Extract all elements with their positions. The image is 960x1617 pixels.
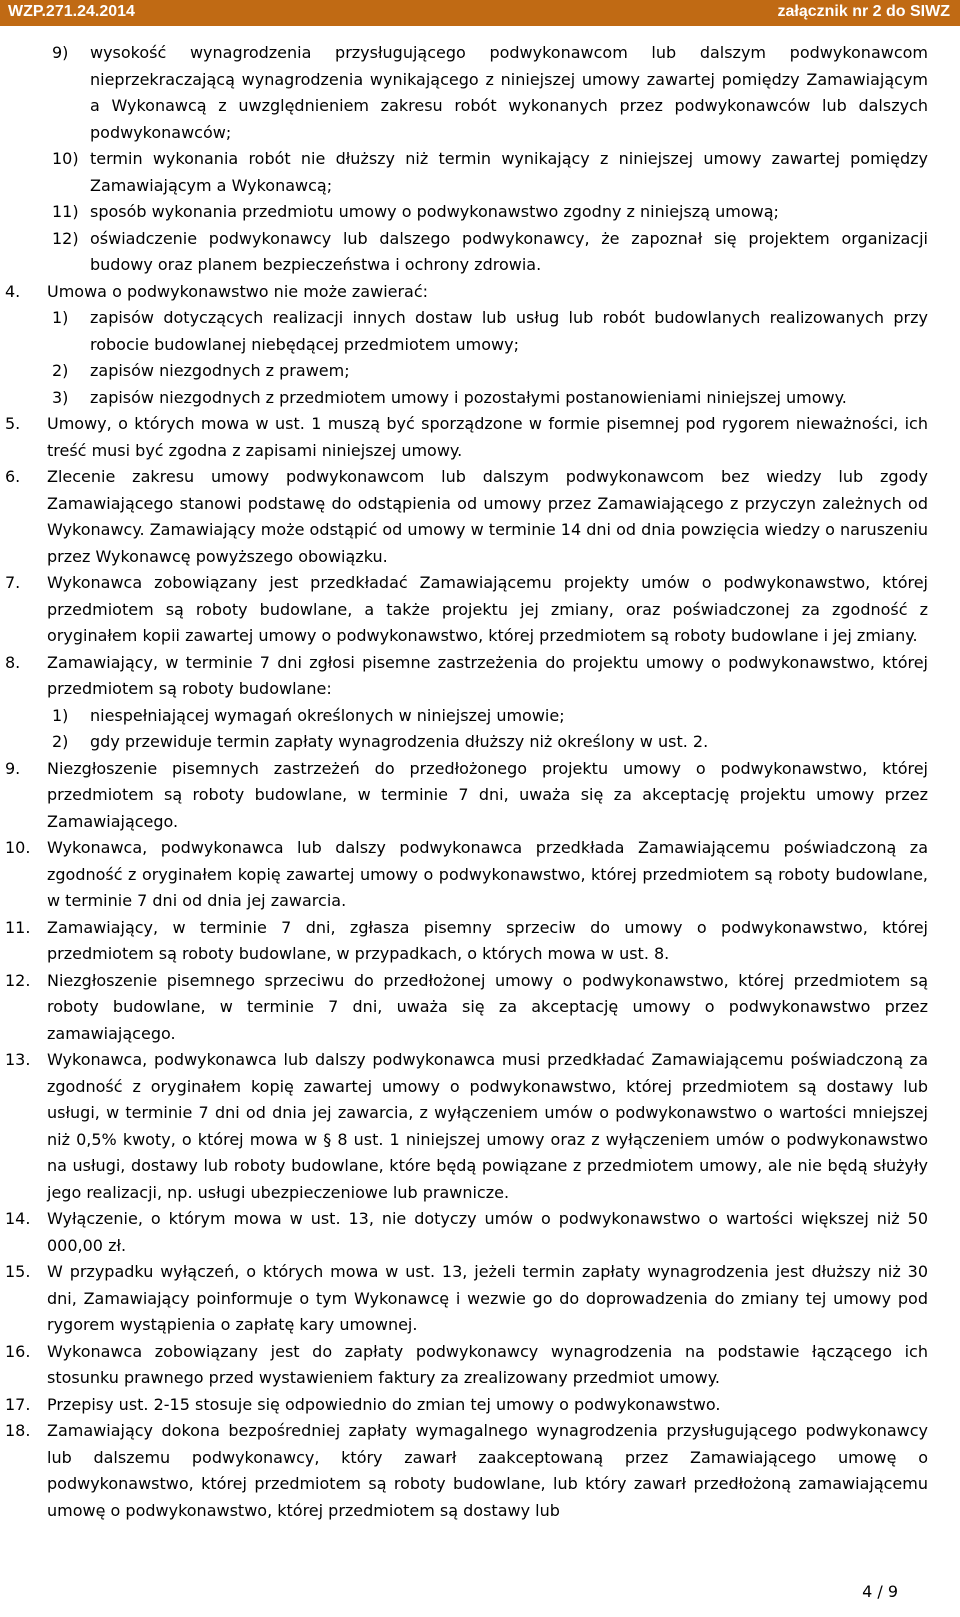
attachment-label: załącznik nr 2 do SIWZ [777, 3, 950, 20]
list-item [0, 279, 928, 306]
item-number: 4. [5, 281, 21, 301]
item-text: Zlecenie zakresu umowy podwykonawcom lub dalszym podwykonawcom bez wiedzy lub zgody Zamawiającego stanowi podstawę do odstąpienia od umowy przez Zamawiającego z przyczyn zależnych od Wykonawcy. Zamawiający może odstąpić od umowy w terminie 14 dni od dnia powzięcia wiedzy o naruszeniu przez Wykonawcę powyższego obowiązku. [47, 467, 928, 566]
list-item [0, 703, 928, 730]
item-text: zapisów dotyczących realizacji innych dostaw lub usług lub robót budowlanych realizowanych przy robocie budowlanej niebędącej przedmiotem umowy; [90, 308, 928, 354]
item-number: 6. [5, 467, 21, 486]
list-item [0, 1047, 928, 1206]
item-text: Umowy, o których mowa w ust. 1 muszą być sporządzone w formie pisemnej pod rygorem nieważności, ich treść musi być zgodna z zapisami niniejszej umowy. [47, 414, 928, 460]
item-text: Umowa o podwykonawstwo nie może zawierać: [47, 281, 429, 301]
item-text: Wykonawca zobowiązany jest przedkładać Zamawiającemu projekty umów o podwykonawstwo, której przedmiotem są roboty budowlane, a także projektu jej zmiany, oraz poświadczonej za zgodność z oryginałem kopii zawartej umowy o podwykonawstwo, której przedmiotem są roboty budowlane i jej zmiany. [47, 573, 928, 645]
item-number: 12. [5, 970, 31, 990]
list-item [0, 1339, 928, 1392]
item-number: 1) [52, 308, 69, 327]
page-number: 4 / 9 [862, 1582, 898, 1601]
item-text: Wykonawca, podwykonawca lub dalszy podwykonawca przedkłada Zamawiającemu poświadczoną za zgodność z oryginałem kopię zawartej umowy o podwykonawstwo, której przedmiotem są roboty budowlane, w terminie 7 dni od dnia jej zawarcia. [47, 838, 928, 910]
item-text: sposób wykonania przedmiotu umowy o podwykonawstwo zgodny z niniejszą umową; [90, 202, 779, 221]
list-item [0, 40, 928, 146]
item-text: Wykonawca zobowiązany jest do zapłaty podwykonawcy wynagrodzenia na podstawie łączącego ich stosunku prawnego przed wystawieniem faktury za zrealizowany przedmiot umowy. [47, 1341, 928, 1387]
item-text: Zamawiający, w terminie 7 dni zgłosi pisemne zastrzeżenia do projektu umowy o podwykonawstwo, której przedmiotem są roboty budowlane: [47, 652, 928, 698]
item-number: 9. [5, 758, 21, 778]
item-number: 9) [52, 43, 69, 62]
item-text: Niezgłoszenie pisemnego sprzeciwu do przedłożonej umowy o podwykonawstwo, której przedmiotem są roboty budowlane, w terminie 7 dni, uważa się za akceptację umowy o podwykonawstwo przez zamawiającego. [47, 970, 928, 1043]
list-item [0, 570, 928, 650]
list-item [0, 358, 928, 385]
item-number: 10. [5, 838, 31, 857]
item-number: 13. [5, 1050, 31, 1069]
item-text: zapisów niezgodnych z przedmiotem umowy i pozostałymi postanowieniami niniejszej umowy. [90, 387, 847, 407]
item-number: 16. [5, 1341, 31, 1361]
document-body [0, 40, 960, 1524]
item-number: 2) [52, 732, 69, 751]
item-text: niespełniającej wymagań określonych w niniejszej umowie; [90, 705, 565, 725]
list-item [0, 226, 928, 279]
page-header [0, 0, 960, 26]
item-number: 17. [5, 1394, 31, 1414]
item-number: 2) [52, 361, 69, 380]
item-text: termin wykonania robót nie dłuższy niż termin wynikający z niniejszej umowy zawartej pomiędzy Zamawiającym a Wykonawcą; [90, 149, 928, 195]
item-number: 1) [52, 705, 69, 725]
item-number: 11) [52, 202, 79, 221]
list-item [0, 385, 928, 412]
item-text: Wyłączenie, o którym mowa w ust. 13, nie dotyczy umów o podwykonawstwo o wartości większej niż 50 000,00 zł. [47, 1209, 928, 1255]
item-text: oświadczenie podwykonawcy lub dalszego podwykonawcy, że zapoznał się projektem organizacji budowy oraz planem bezpieczeństwa i ochrony zdrowia. [90, 228, 928, 274]
item-number: 11. [5, 917, 31, 937]
list-item [0, 968, 928, 1048]
item-number: 7. [5, 573, 21, 592]
list-item [0, 305, 928, 358]
item-number: 18. [5, 1421, 31, 1440]
item-number: 5. [5, 414, 21, 433]
item-text: W przypadku wyłączeń, o których mowa w ust. 13, jeżeli termin zapłaty wynagrodzenia jest dłuższy niż 30 dni, Zamawiający poinformuje o tym Wykonawcę i wezwie go do doprowadzenia do zmiany tej umowy pod rygorem wystąpienia o zapłatę kary umownej. [47, 1262, 928, 1334]
item-number: 12) [52, 228, 79, 248]
list-item [0, 146, 928, 199]
item-number: 3) [52, 387, 69, 407]
item-number: 14. [5, 1209, 31, 1228]
list-item [0, 199, 928, 226]
list-item [0, 411, 928, 464]
item-number: 15. [5, 1262, 31, 1281]
list-item [0, 1206, 928, 1259]
list-item [0, 729, 928, 756]
list-item [0, 1259, 928, 1339]
list-item [0, 464, 928, 570]
item-text: Zamawiający, w terminie 7 dni, zgłasza pisemny sprzeciw do umowy o podwykonawstwo, której przedmiotem są roboty budowlane, w przypadkach, o których mowa w ust. 8. [47, 917, 928, 963]
list-item [0, 835, 928, 915]
item-number: 8. [5, 652, 21, 672]
item-number: 10) [52, 149, 79, 168]
item-text: Wykonawca, podwykonawca lub dalszy podwykonawca musi przedkładać Zamawiającemu poświadczoną za zgodność z oryginałem kopię zawartej umowy o podwykonawstwo, której przedmiotem są dostawy lub usługi, w terminie 7 dni od dnia jej zawarcia, z wyłączeniem umów o podwykonawstwo o wartości mniejszej niż 0,5% kwoty, o której mowa w § 8 ust. 1 niniejszej umowy oraz z wyłączeniem umów o podwykonawstwo na usługi, dostawy lub roboty budowlane, które będą powiązane z przedmiotem umowy, ale nie będą służyły jego realizacji, np. usługi ubezpieczeniowe lub prawnicze. [47, 1050, 928, 1202]
item-text: gdy przewiduje termin zapłaty wynagrodzenia dłuższy niż określony w ust. 2. [90, 732, 709, 751]
list-item [0, 756, 928, 836]
list-item [0, 915, 928, 968]
item-text: Przepisy ust. 2-15 stosuje się odpowiednio do zmian tej umowy o podwykonawstwo. [47, 1394, 721, 1414]
item-text: wysokość wynagrodzenia przysługującego podwykonawcom lub dalszym podwykonawcom nieprzekraczającą wynagrodzenia wynikającego z niniejszej umowy zawartej pomiędzy Zamawiającym a Wykonawcą z uwzględnieniem zakresu robót wykonanych przez podwykonawców lub dalszych podwykonawców; [90, 43, 928, 142]
list-item [0, 1418, 928, 1524]
list-item [0, 1392, 928, 1419]
item-text: Niezgłoszenie pisemnych zastrzeżeń do przedłożonego projektu umowy o podwykonawstwo, której przedmiotem są roboty budowlane, w terminie 7 dni, uważa się za akceptację projektu umowy przez Zamawiającego. [47, 758, 928, 831]
document-reference: WZP.271.24.2014 [8, 3, 135, 20]
item-text: zapisów niezgodnych z prawem; [90, 361, 350, 380]
item-text: Zamawiający dokona bezpośredniej zapłaty wymagalnego wynagrodzenia przysługującego podwykonawcy lub dalszemu podwykonawcy, który zawarł zaakceptowaną przez Zamawiającego umowę o podwykonawstwo, której przedmiotem są roboty budowlane, lub który zawarł przedłożoną zamawiającemu umowę o podwykonawstwo, której przedmiotem są dostawy lub [47, 1421, 928, 1520]
list-item [0, 650, 928, 703]
